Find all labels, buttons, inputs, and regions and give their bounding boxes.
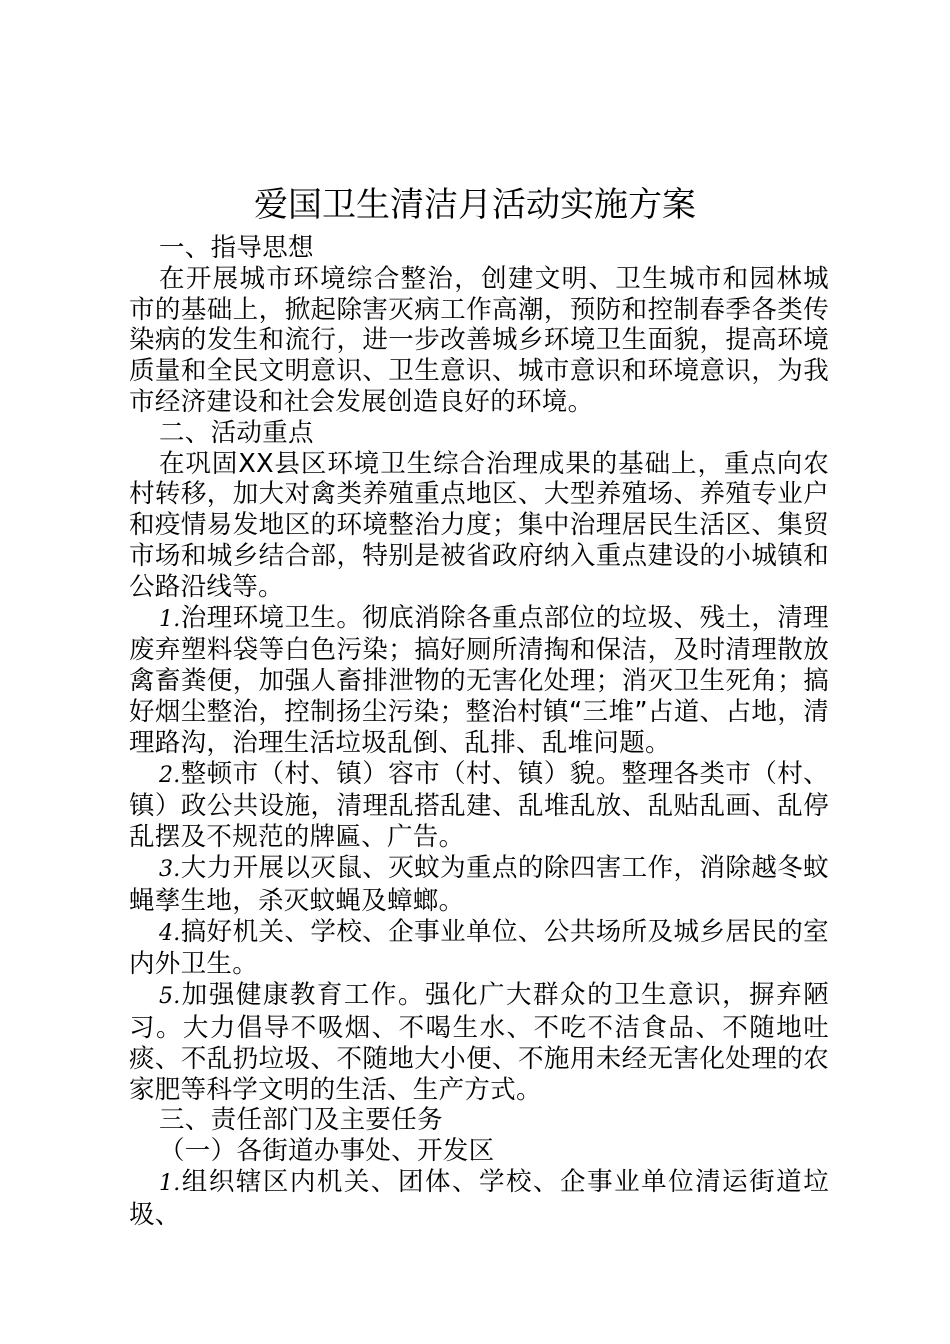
list-item [129, 759, 829, 853]
list-item-number: 2. [159, 762, 181, 788]
document-body [129, 233, 829, 1231]
subsection-heading: （一）各街道办事处、开发区 [159, 1136, 495, 1167]
list-item-number: 5. [159, 984, 181, 1010]
list-item [129, 603, 829, 759]
list-item [129, 980, 829, 1105]
list-item-text: 治理环境卫生。彻底消除各重点部位的垃圾、残土，清理废弃塑料袋等白色污染；搞好厕所清掏和保洁，及时清理散放禽畜粪便，加强人畜排泄物的无害化处理；消灭卫生死角；搞好烟尘整治，控制扬尘污染；整治村镇“三堆”占道、占地，清理路沟，治理生活垃圾乱倒、乱排、乱堆问题。 [129, 602, 829, 758]
list-item-number: 1. [159, 1170, 181, 1196]
list-item [129, 853, 829, 917]
list-item [129, 1167, 829, 1231]
list-item-text: 加强健康教育工作。强化广大群众的卫生意识，摒弃陋习。大力倡导不吸烟、不喝生水、不吃不洁食品、不随地吐痰、不乱扔垃圾、不随地大小便、不施用未经无害化处理的农家肥等科学文明的生活、生产方式。 [129, 980, 829, 1105]
list-item-text: 组织辖区内机关、团体、学校、企事业单位清运街道垃圾、 [129, 1166, 829, 1230]
list-item [129, 917, 829, 981]
list-item-text: 大力开展以灭鼠、灭蚊为重点的除四害工作，消除越冬蚊蝇孳生地，杀灭蚊蝇及蟑螂。 [129, 852, 829, 916]
list-item-text: 搞好机关、学校、企事业单位、公共场所及城乡居民的室内外卫生。 [129, 916, 829, 980]
list-item-number: 4. [159, 920, 181, 946]
paragraph: 在巩固XX县区环境卫生综合治理成果的基础上，重点向农村转移，加大对禽类养殖重点地区、大型养殖场、养殖专业户和疫情易发地区的环境整治力度；集中治理居民生活区、集贸市场和城乡结合部，特别是被省政府纳入重点建设的小城镇和公路沿线等。 [129, 448, 829, 602]
section-heading: 一、指导思想 [159, 233, 314, 263]
paragraph: 在开展城市环境综合整治，创建文明、卫生城市和园林城市的基础上，掀起除害灭病工作高潮，预防和控制春季各类传染病的发生和流行，进一步改善城乡环境卫生面貌，提高环境质量和全民文明意识、卫生意识、城市意识和环境意识，为我市经济建设和社会发展创造良好的环境。 [129, 263, 829, 417]
document-title: 爱国卫生清洁月活动实施方案 [254, 185, 696, 225]
section-heading: 二、活动重点 [159, 417, 314, 448]
list-item-text: 整顿市（村、镇）容市（村、镇）貌。整理各类市（村、镇）政公共设施，清理乱搭乱建、乱堆乱放、乱贴乱画、乱停乱摆及不规范的牌匾、广告。 [129, 758, 829, 853]
list-item-number: 3. [159, 856, 181, 882]
list-item-number: 1. [159, 606, 181, 632]
section-heading: 三、责任部门及主要任务 [159, 1105, 443, 1136]
